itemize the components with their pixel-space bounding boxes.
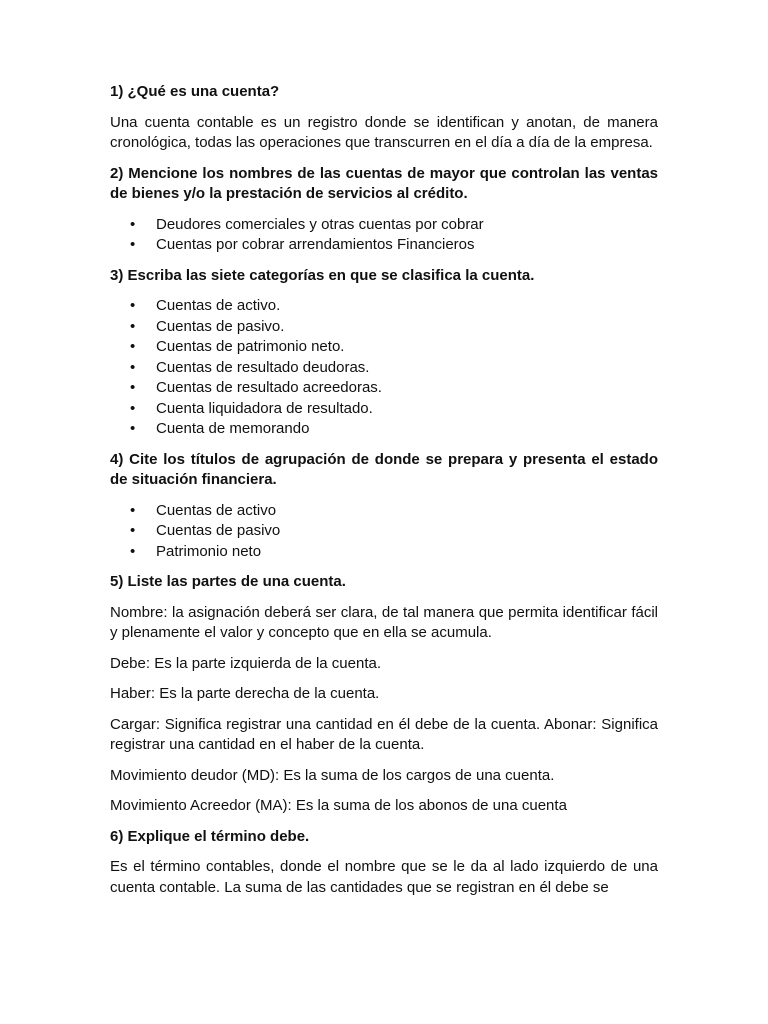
list-item: [110, 337, 658, 358]
answer-2-list: [110, 215, 658, 256]
answer-4-list: [110, 501, 658, 563]
question-2-heading: 2) Mencione los nombres de las cuentas de mayor que controlan las ventas de bienes y/o la prestación de servicios al crédito.: [110, 164, 658, 202]
question-4-heading: 4) Cite los títulos de agrupación de donde se prepara y presenta el estado de situación financiera.: [110, 450, 658, 488]
bullet-icon: •: [130, 501, 136, 519]
answer-6-paragraph: Es el término contables, donde el nombre que se le da al lado izquierdo de una cuenta contable. La suma de las cantidades que se registran en él debe se: [110, 858, 658, 896]
bullet-icon: •: [130, 399, 136, 417]
bullet-icon: •: [130, 338, 136, 355]
answer-5-paragraph-cargar: Cargar: Significa registrar una cantidad en él debe de la cuenta. Abonar: Significa registrar una cantidad en el haber de la cuenta.: [110, 715, 658, 753]
list-item: [110, 419, 658, 440]
list-item: [110, 235, 658, 256]
answer-1-paragraph: Una cuenta contable es un registro donde se identifican y anotan, de manera cronológica, todas las operaciones que transcurren en el día a día de la empresa.: [110, 113, 658, 151]
list-item-text: Deudores comerciales y otras cuentas por cobrar: [156, 215, 484, 233]
list-item: [110, 317, 658, 338]
list-item: [110, 521, 658, 542]
question-3-heading: 3) Escriba las siete categorías en que se clasifica la cuenta.: [110, 266, 535, 284]
question-1-heading: 1) ¿Qué es una cuenta?: [110, 83, 280, 100]
question-6-heading: 6) Explique el término debe.: [110, 827, 310, 845]
bullet-icon: •: [130, 215, 136, 233]
list-item: [110, 542, 658, 563]
document-page: [110, 82, 658, 908]
list-item-text: Cuentas de pasivo: [156, 522, 281, 539]
answer-5-paragraph-haber: Haber: Es la parte derecha de la cuenta.: [110, 685, 380, 702]
answer-5-paragraph-ma: Movimiento Acreedor (MA): Es la suma de los abonos de una cuenta: [110, 797, 567, 814]
list-item: [110, 399, 658, 420]
list-item-text: Cuentas por cobrar arrendamientos Financieros: [156, 236, 475, 253]
answer-3-list: [110, 296, 658, 440]
list-item: [110, 358, 658, 379]
answer-5-paragraph-md: Movimiento deudor (MD): Es la suma de los cargos de una cuenta.: [110, 766, 555, 784]
list-item-text: Cuentas de patrimonio neto.: [156, 338, 345, 355]
bullet-icon: •: [130, 522, 136, 539]
question-5-heading: 5) Liste las partes de una cuenta.: [110, 573, 346, 590]
bullet-icon: •: [130, 542, 136, 560]
answer-5-paragraph-debe: Debe: Es la parte izquierda de la cuenta.: [110, 654, 382, 672]
bullet-icon: •: [130, 297, 136, 314]
bullet-icon: •: [130, 358, 136, 376]
bullet-icon: •: [130, 236, 136, 253]
answer-5-paragraph-nombre: Nombre: la asignación deberá ser clara, de tal manera que permita identificar fácil y plenamente el valor y concepto que en ella se acumula.: [110, 603, 658, 641]
list-item: [110, 215, 658, 236]
list-item: [110, 501, 658, 522]
list-item-text: Cuentas de resultado deudoras.: [156, 358, 370, 376]
list-item-text: Cuentas de activo: [156, 501, 277, 519]
list-item: [110, 378, 658, 399]
bullet-icon: •: [130, 420, 136, 437]
list-item-text: Cuenta de memorando: [156, 420, 310, 437]
list-item-text: Cuenta liquidadora de resultado.: [156, 399, 373, 417]
list-item-text: Cuentas de resultado acreedoras.: [156, 379, 382, 396]
bullet-icon: •: [130, 379, 136, 396]
list-item-text: Patrimonio neto: [156, 542, 262, 560]
list-item-text: Cuentas de pasivo.: [156, 317, 285, 335]
bullet-icon: •: [130, 317, 136, 335]
list-item: [110, 296, 658, 317]
list-item-text: Cuentas de activo.: [156, 297, 281, 314]
